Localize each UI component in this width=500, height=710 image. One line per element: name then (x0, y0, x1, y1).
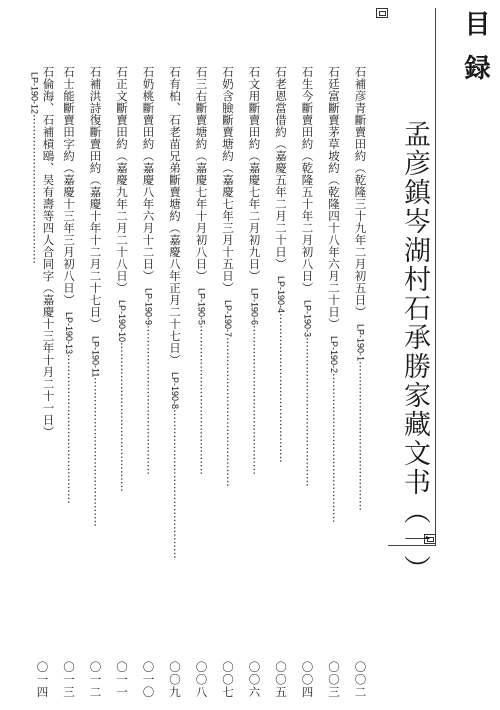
dot-leader: ········································· (221, 337, 235, 487)
toc-entry[interactable] (270, 66, 297, 698)
toc-entry[interactable] (217, 66, 244, 698)
toc-entry-page-number: 〇一三 (62, 660, 76, 698)
dot-leader: ········································· (27, 114, 42, 264)
toc-entry-title: 石生今斷賣田約（乾隆五十年二月初八日） (300, 66, 315, 294)
toc-entry-code: LP-190-10 (117, 300, 127, 343)
toc-entry[interactable] (191, 66, 218, 698)
dot-leader: ········································· (353, 361, 368, 511)
toc-entry-title: 石補洪詩復斷賣田約（嘉慶十年十二月二十七日） (88, 66, 103, 330)
toc-entry-code: LP-190-8 (170, 372, 180, 410)
dot-leader: ········································· (168, 409, 182, 559)
toc-entry-code: LP-190-1 (355, 324, 366, 362)
toc-entry[interactable] (85, 66, 112, 698)
toc-entry-code: LP-190-7 (223, 300, 233, 338)
toc-entry-code: LP-190-11 (90, 336, 101, 378)
toc-entry-code: LP-190-5 (196, 288, 207, 326)
page-header-title: 目録 (460, 10, 490, 98)
dot-leader: ········································· (141, 325, 156, 475)
toc-entry-title: 石正文斷賣田約（嘉慶九年二月二十八日） (115, 66, 129, 294)
toc-entry-code: LP-190-4 (276, 276, 286, 314)
toc-entry-title: 石文用斷賣田約（嘉慶七年二月初九日） (247, 66, 262, 282)
toc-entry-title: 石三右斷賣塘約（嘉慶七年十月初八日） (194, 66, 209, 282)
toc-entry[interactable] (27, 66, 59, 698)
toc-entry-page-number: 〇一二 (88, 660, 103, 698)
toc-entry-page-number: 〇一四 (35, 660, 50, 698)
toc-entry-title: 石倫海、石補槓鴎、吴有壽等四人合同字（嘉慶十三年十月二十一日） (41, 66, 56, 438)
top-corner-ornament-icon (376, 8, 388, 18)
toc-entry-page-number: 〇一〇 (141, 660, 156, 698)
toc-entry-page-number: 〇〇九 (168, 660, 182, 698)
toc-entry[interactable] (244, 66, 271, 698)
toc-entry[interactable] (111, 66, 138, 698)
toc-entry-code: LP-190-6 (249, 288, 260, 326)
toc-entry-page-number: 〇〇二 (353, 660, 368, 698)
toc-entry-code: LP-190-13 (64, 312, 74, 355)
toc-entry-title: 石奶含臉斷賣塘約（嘉慶七年三月十五日） (221, 66, 235, 294)
toc-entry[interactable] (297, 66, 324, 698)
toc-entry[interactable] (350, 66, 377, 698)
toc-entry[interactable] (323, 66, 350, 698)
dot-leader: ········································· (247, 325, 262, 475)
dot-leader: ········································· (88, 377, 103, 528)
toc-entry[interactable] (164, 66, 191, 698)
toc-entry-page-number: 〇〇五 (274, 660, 288, 698)
book-title: 孟彦鎮岑湖村石承勝家藏文书（一） (399, 120, 430, 584)
toc-entry-page-number: 〇〇四 (300, 660, 315, 698)
toc-entry[interactable] (138, 66, 165, 698)
toc-entry-title: 石老恩當借約（嘉慶五年二月二十日） (274, 66, 288, 270)
toc-entry-title: 石士能斷賣田字約（嘉慶十三年三月初八日） (62, 66, 76, 306)
dot-leader: ········································· (194, 325, 209, 475)
toc-entry-page-number: 〇〇七 (221, 660, 235, 698)
dot-leader: ········································· (274, 313, 288, 463)
toc-entry-code: LP-190-3 (302, 300, 313, 338)
toc-entry-code: LP-190-9 (143, 288, 154, 326)
toc-entry-page-number: 〇〇八 (194, 660, 209, 698)
table-of-contents (27, 66, 377, 698)
toc-entry-page-number: 〇〇三 (327, 660, 341, 698)
toc-entry-title: 石奶桃斷賣田約（嘉慶八年六月十二日） (141, 66, 156, 282)
toc-entry-page-number: 〇〇六 (247, 660, 262, 698)
dot-leader: ········································· (300, 337, 315, 487)
toc-entry-code: LP-190-12 (29, 72, 40, 115)
toc-entry-page-number: 〇一一 (115, 660, 129, 698)
dot-leader: ········································· (115, 342, 129, 492)
dot-leader: ········································· (327, 373, 341, 523)
dot-leader: ········································· (62, 354, 76, 504)
toc-entry-code: LP-190-2 (329, 336, 339, 374)
toc-entry-title: 石廷富斷賣茅草坡約（乾隆四十八年六月二十日） (327, 66, 341, 330)
toc-entry-title: 石有柏、石老苗兄弟斷賣塘約（嘉慶八年正月二十七日） (168, 66, 182, 366)
toc-entry-title: 石補彦青斷賣田約（乾隆三十九年二月初五日） (353, 66, 368, 318)
toc-entry[interactable] (58, 66, 85, 698)
